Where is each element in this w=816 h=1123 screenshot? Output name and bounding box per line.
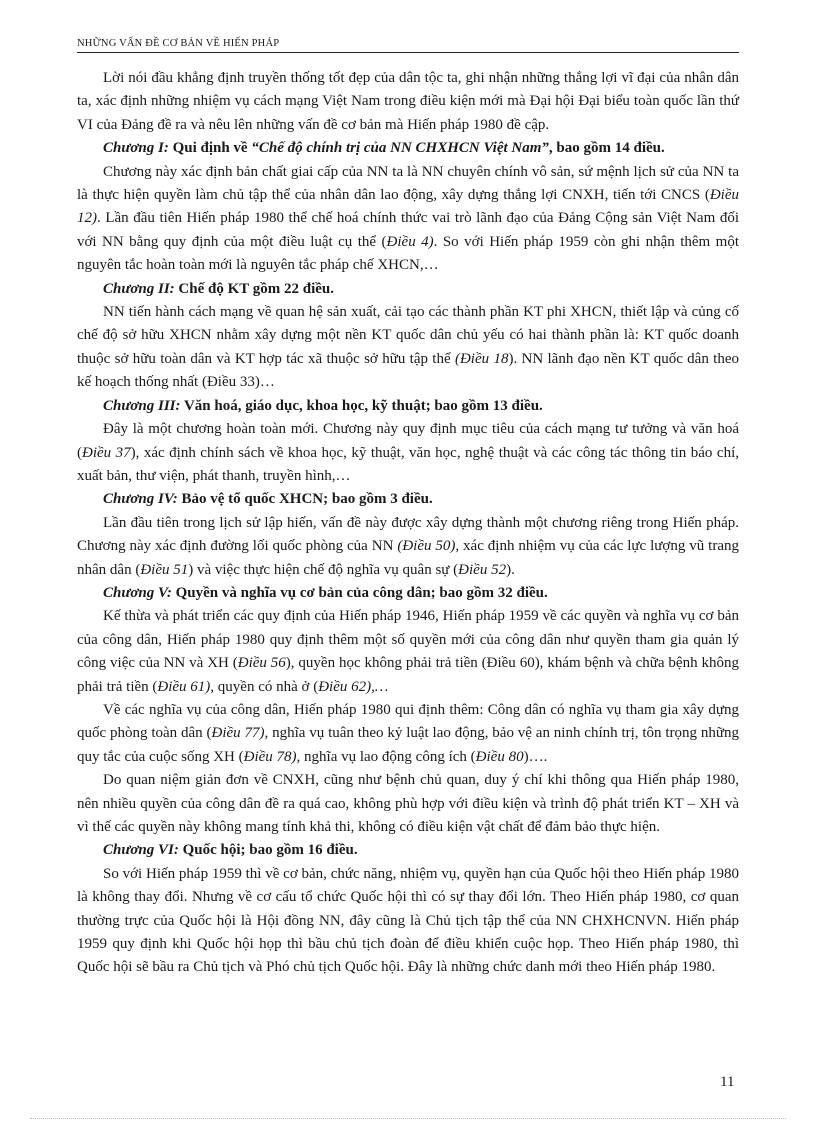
chapter-5-paragraph-duties <box>77 699 739 769</box>
chapter-1-paragraph <box>77 161 739 278</box>
chapter-2-paragraph <box>77 301 739 395</box>
chapter-3-paragraph <box>77 418 739 488</box>
chapter-6-heading <box>77 839 739 862</box>
text-run: )…. <box>523 748 548 765</box>
chapter-2-heading <box>77 278 739 301</box>
chapter-4-title: Bảo vệ tổ quốc XHCN; bao gồm 3 điều. <box>177 491 433 508</box>
body-text <box>77 67 739 980</box>
article-reference: Điều 56 <box>237 655 286 672</box>
chapter-5-paragraph-rights <box>77 605 739 699</box>
page-number: 11 <box>720 1074 735 1090</box>
text-run: ), xác định chính sách về khoa học, kỹ thuật, văn học, nghệ thuật và các công tác thông tin báo chí, xuất bản, thư viện, phát thanh, truyền hình,… <box>77 444 739 484</box>
article-reference: (Điều 50), <box>397 538 460 555</box>
text-run: . So với Hiến pháp 1959 còn ghi nhận thêm một nguyên tắc hoàn toàn mới là nguyên tắc pháp chế XHCN,… <box>77 233 739 274</box>
running-header: NHỮNG VẤN ĐỀ CƠ BẢN VỀ HIẾN PHÁP <box>77 38 739 53</box>
article-reference: Điều 80 <box>475 748 524 765</box>
chapter-1-pre: Qui định về <box>168 140 252 157</box>
chapter-6-label: Chương VI: <box>103 842 179 859</box>
chapter-1-title: “Chế độ chính trị của NN CHXHCN Việt Nam” <box>251 140 549 157</box>
article-reference: Điều 62),… <box>318 678 389 695</box>
chapter-4-heading <box>77 488 739 511</box>
article-reference: Điều 78), <box>243 748 301 765</box>
chapter-6-title: Quốc hội; bao gồm 16 điều. <box>178 842 358 859</box>
text-run: xác định nhiệm vụ của các lực lượng vũ trang nhân dân ( <box>77 538 739 578</box>
text-run: ) và việc thực hiện chế độ nghĩa vụ quân sự ( <box>188 561 459 578</box>
chapter-4-label: Chương IV: <box>103 491 178 508</box>
chapter-5-label: Chương V: <box>103 584 172 601</box>
text-run: ). NN lãnh đạo nền KT quốc dân theo kế hoạch thống nhất (Điều 33)… <box>77 350 739 391</box>
chapter-3-label: Chương III: <box>103 397 181 414</box>
text-run: nghĩa vụ tuân theo kỷ luật lao động, bảo vệ an ninh chính trị, tôn trọng những quy tắc của cuộc sống XH ( <box>77 725 739 765</box>
chapter-2-label: Chương II: <box>103 280 175 297</box>
chapter-6-paragraph: So với Hiến pháp 1959 thì về cơ bản, chức năng, nhiệm vụ, quyền hạn của Quốc hội theo Hiến pháp 1980 là không thay đổi. Nhưng về cơ cấu tổ chức Quốc hội thì có sự thay đổi lớn. Theo Hiến pháp 1980, cơ quan thường trực của Quốc hội là Hội đồng NN, đây cũng là Chủ tịch tập thể của NN CHXHCNVN. Hiến pháp 1959 quy định khi Quốc hội họp thì bầu chủ tịch đoàn để điều khiển cuộc họp. Theo Hiến pháp 1980, thì Quốc hội sẽ bầu ra Chủ tịch và Phó chủ tịch Quốc hội. Đây là những chức danh mới theo Hiến pháp 1980. <box>77 865 739 976</box>
article-reference: Điều 37 <box>82 444 131 461</box>
text-run: Chương này xác định bản chất giai cấp của NN ta là NN chuyên chính vô sản, sứ mệnh lịch sử của NN ta là thực hiện quyền làm chủ tập thể của nhân dân lao động, xây dựng thắng lợi CNXH, tiến tới CNCS ( <box>77 163 739 204</box>
article-reference: (Điều 18 <box>454 350 509 367</box>
article-reference: Điều 77), <box>211 725 269 742</box>
text-run: Đây là một chương hoàn toàn mới. Chương này quy định mục tiêu của cách mạng tư tưởng và văn hoá ( <box>77 421 739 461</box>
intro-paragraph: Lời nói đầu khẳng định truyền thống tốt đẹp của dân tộc ta, ghi nhận những thắng lợi vĩ đại của nhân dân ta, xác định những nhiệm vụ cách mạng Việt Nam trong điều kiện mới mà Đại hội Đại biểu toàn quốc lần thứ VI của Đảng đề ra và nêu lên những vấn đề cơ bản mà Hiến pháp 1980 đề cập. <box>77 70 739 133</box>
article-reference: Điều 12) <box>77 187 739 227</box>
chapter-3-title: Văn hoá, giáo dục, khoa học, kỹ thuật; bao gồm 13 điều. <box>180 397 543 414</box>
chapter-5-heading <box>77 582 739 605</box>
footer-divider <box>30 1118 786 1119</box>
chapter-4-paragraph <box>77 512 739 582</box>
article-reference: Điều 4) <box>386 233 434 250</box>
chapter-5-title: Quyền và nghĩa vụ cơ bản của công dân; bao gồm 32 điều. <box>171 584 548 601</box>
text-run: Lần đầu tiên trong lịch sử lập hiến, vấn đề này được xây dựng thành một chương riêng trong Hiến pháp. Chương này xác định đường lối quốc phòng của NN <box>77 514 739 555</box>
article-reference: Điều 51 <box>140 561 189 578</box>
text-run: ), quyền học không phải trả tiền (Điều 60), khám bệnh và chữa bệnh không phải trả tiền ( <box>77 655 739 695</box>
chapter-1-label: Chương I: <box>103 140 169 157</box>
text-run: ). <box>506 561 515 578</box>
article-reference: Điều 61), <box>157 678 215 695</box>
text-run: nghĩa vụ lao động công ích ( <box>300 748 476 765</box>
text-run: Về các nghĩa vụ của công dân, Hiến pháp 1980 qui định thêm: Công dân có nghĩa vụ tham gia xây dựng quốc phòng toàn dân ( <box>77 701 739 742</box>
chapter-1-heading <box>77 137 739 160</box>
chapter-5-paragraph-assessment: Do quan niệm giản đơn về CNXH, cũng như bệnh chủ quan, duy ý chí khi thông qua Hiến pháp 1980, nên nhiều quyền của công dân đề ra quá cao, không phù hợp với điều kiện và trình độ phát triển KT – XH và vì thế các quyền này không mang tính khả thi, không có điều kiện vật chất để đảm bảo thực hiện. <box>77 772 739 835</box>
text-run: NN tiến hành cách mạng về quan hệ sản xuất, cải tạo các thành phần KT phi XHCN, thiết lập và củng cố chế độ sở hữu XHCN nhằm xây dựng một nền KT quốc dân chủ yếu có hai thành phần là: KT quốc doanh thuộc sở hữu toàn dân và KT hợp tác xã thuộc sở hữu tập thể <box>77 304 739 367</box>
text-run: quyền có nhà ở ( <box>214 678 319 695</box>
chapter-2-title: Chế độ KT gồm 22 điều. <box>174 280 334 297</box>
article-reference: Điều 52 <box>458 561 507 578</box>
chapter-1-post: , bao gồm 14 điều. <box>548 140 665 157</box>
text-run: Kế thừa và phát triển các quy định của Hiến pháp 1946, Hiến pháp 1959 về các quyền và nghĩa vụ cơ bản của công dân, Hiến pháp 1980 quy định thêm một số quyền mới của công dân như quyền tham gia quản lý công việc của NN và XH ( <box>77 608 739 672</box>
text-run: . Lần đầu tiên Hiến pháp 1980 thể chế hoá chính thức vai trò lãnh đạo của Đảng Cộng sản Việt Nam đối với NN bằng quy định của một điều luật cụ thể ( <box>77 210 739 250</box>
chapter-3-heading <box>77 395 739 418</box>
